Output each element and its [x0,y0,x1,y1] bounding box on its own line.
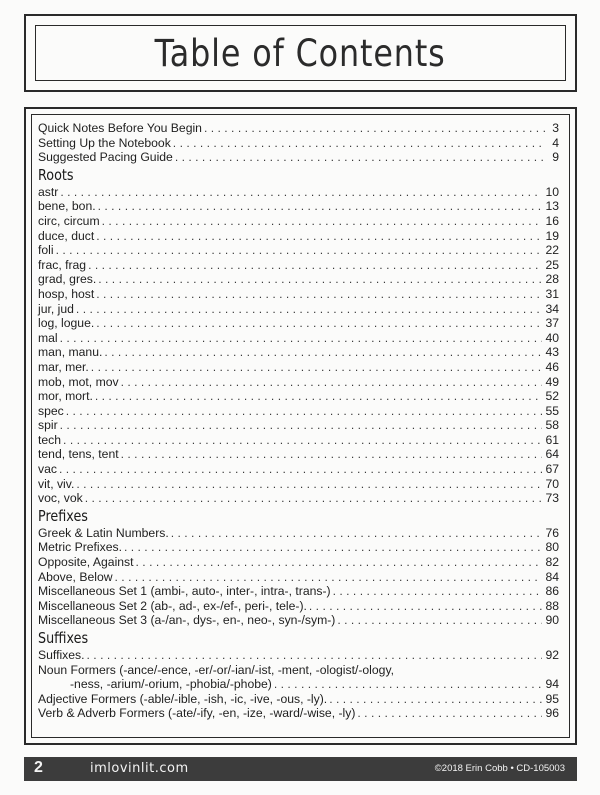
toc-entry-title: frac, frag [38,257,87,272]
dot-leader [96,287,542,302]
toc-entry-title: vac [38,462,57,477]
page-title: Table of Contents [155,31,446,75]
section-heading-row [38,506,559,526]
dot-leader [59,462,542,477]
toc-list [38,121,559,721]
toc-entry [38,229,559,244]
toc-entry-title: mal [38,330,58,345]
toc-entry-title: Miscellaneous Set 3 (a-/an-, dys-, en-, neo-, syn-/sym-) [38,613,336,628]
toc-entry-title: Quick Notes Before You Begin [38,121,202,135]
toc-entry-continuation [38,677,559,692]
dot-leader [309,599,543,614]
dot-leader [204,121,546,136]
toc-entry-title: Adjective Formers (-able/-ible, -ish, -ic, -ive, -ous, -ly). [38,691,328,706]
toc-entry [38,287,559,302]
toc-entry-title: Verb & Adverb Formers (-ate/-ify, -en, -ize, -ward/-wise, -ly) [38,706,356,721]
toc-entry [38,345,559,360]
toc-entry [38,477,559,492]
dot-leader [76,302,543,317]
dot-leader [56,243,543,258]
dot-leader [87,648,543,663]
toc-entry-page: 82 [545,555,559,570]
section-heading: Suffixes [38,629,89,647]
toc-entry [38,570,559,585]
toc-entry-page: 70 [545,476,559,491]
dot-leader [337,613,542,628]
dot-leader [175,150,546,165]
toc-entry [38,214,559,229]
toc-entry-page: 67 [545,462,559,477]
toc-entry-page: 55 [545,403,559,418]
footer-site: imlovinlit.com [90,761,189,776]
toc-entry-title: hosp, host [38,286,95,301]
toc-entry [38,150,559,165]
section-heading-row [38,165,559,185]
toc-entry-title: voc, vok [38,491,83,506]
title-frame [24,14,577,92]
dot-leader [96,229,542,244]
toc-entry-title: tech [38,432,62,447]
dot-leader [88,258,542,273]
dot-leader [115,570,543,585]
toc-entry [38,491,559,506]
toc-entry-page: 4 [552,135,559,150]
dot-leader [85,491,543,506]
dot-leader [173,136,546,151]
toc-inner-frame [31,114,570,738]
dot-leader [91,360,543,375]
toc-entry-title: spir [38,418,58,433]
toc-entry-page: 37 [545,316,559,331]
toc-entry [38,692,559,707]
toc-entry-page: 10 [545,184,559,199]
toc-entry-page: 86 [545,584,559,599]
toc-entry-page: 90 [545,613,559,628]
dot-leader [357,706,542,721]
dot-leader [63,433,542,448]
toc-entry [38,418,559,433]
toc-entry [38,316,559,331]
toc-frame [24,107,577,745]
toc-entry-title: duce, duct [38,228,95,243]
toc-entry-page: 52 [545,389,559,404]
toc-entry-title: circ, circum [38,213,100,228]
toc-entry-page: 73 [545,491,559,506]
toc-entry-title: Above, Below [38,569,113,584]
dot-leader [96,316,542,331]
toc-entry-title: Opposite, Against [38,555,134,570]
toc-entry [38,433,559,448]
toc-entry [38,360,559,375]
dot-leader [66,404,543,419]
toc-entry [38,121,559,136]
toc-entry [38,258,559,273]
toc-entry-title: Setting Up the Notebook [38,135,171,150]
toc-entry-title: mar, mer. [38,359,89,374]
dot-leader [60,418,543,433]
toc-entry [38,389,559,404]
toc-entry-title: Miscellaneous Set 2 (ab-, ad-, ex-/ef-, peri-, tele-). [38,598,307,613]
toc-entry-page: 40 [545,330,559,345]
toc-entry [38,272,559,287]
dot-leader [60,185,542,200]
toc-entry [38,540,559,555]
toc-entry [38,555,559,570]
toc-entry-title: tend, tens, tent [38,447,119,462]
toc-entry [38,599,559,614]
toc-entry-title: spec [38,403,64,418]
toc-entry-page: 88 [545,598,559,613]
toc-entry-title: Miscellaneous Set 1 (ambi-, auto-, inter-, intra-, trans-) [38,584,331,599]
toc-entry [38,199,559,214]
dot-leader [60,331,543,346]
dot-leader [98,272,542,287]
toc-entry-title: Suggested Pacing Guide [38,150,173,165]
toc-entry-page: 25 [545,257,559,272]
page-footer [24,757,577,781]
toc-entry-title: bene, bon. [38,199,96,214]
toc-entry-title: Suffixes. [38,648,85,662]
dot-leader [121,447,543,462]
toc-entry [38,375,559,390]
toc-entry-page: 64 [545,447,559,462]
toc-entry [38,331,559,346]
toc-entry-page: 46 [545,359,559,374]
footer-page-number: 2 [34,759,43,776]
dot-leader [136,555,543,570]
toc-entry-page: 22 [545,243,559,258]
toc-entry-title: astr [38,184,59,199]
toc-entry-title: man, manu. [38,345,103,360]
toc-entry [38,302,559,317]
toc-entry-page: 96 [545,706,559,721]
toc-entry [38,526,559,541]
dot-leader [104,345,542,360]
toc-entry [38,648,559,663]
dot-leader [124,540,542,555]
toc-entry-title: mor, mort. [38,389,93,404]
toc-entry [38,136,559,151]
dot-leader [333,584,543,599]
toc-entry [38,447,559,462]
toc-entry-title: Metric Prefixes. [38,540,122,555]
toc-entry-title: grad, gres. [38,272,97,287]
toc-entry-title: vit, viv. [38,476,75,491]
toc-entry-page: 43 [545,345,559,360]
toc-entry [38,613,559,628]
section-heading-row [38,628,559,648]
toc-entry [38,584,559,599]
toc-entry-page: 95 [545,691,559,706]
toc-entry-page: 28 [545,272,559,287]
section-heading: Roots [38,165,74,184]
toc-entry-page: 84 [545,569,559,584]
toc-entry [38,706,559,721]
dot-leader [98,199,543,214]
dot-leader [274,677,543,692]
footer-copyright: ©2018 Erin Cobb • CD-105003 [434,763,565,774]
toc-entry-title: mob, mot, mov [38,374,119,389]
toc-entry-page: 49 [545,374,559,389]
toc-entry-page: 58 [545,418,559,433]
toc-entry [38,185,559,200]
toc-entry-page: 76 [545,525,559,540]
toc-entry-title: Greek & Latin Numbers. [38,525,169,540]
toc-entry [38,243,559,258]
toc-entry-page: 92 [545,648,559,662]
toc-entry-page: 19 [545,228,559,243]
toc-entry-page: 16 [545,213,559,228]
toc-entry-title: Noun Formers (-ance/-ence, -er/-or/-ian/-ist, -ment, -ologist/-ology, [38,662,395,677]
toc-entry-page: 31 [545,286,559,301]
dot-leader [171,526,543,541]
toc-entry-title: foli [38,243,54,258]
dot-leader [121,375,543,390]
toc-entry-title: jur, jud [38,301,74,316]
toc-entry-title-cont: -ness, -arium/-orium, -phobia/-phobe) [70,677,272,692]
toc-entry-page: 3 [552,121,559,135]
toc-entry-page: 9 [552,150,559,165]
toc-entry [38,462,559,477]
dot-leader [329,692,542,707]
toc-entry [38,663,559,692]
toc-entry-page: 80 [545,540,559,555]
dot-leader [76,477,542,492]
toc-entry [38,404,559,419]
toc-entry-title: log, logue. [38,316,95,331]
toc-entry-page: 13 [545,199,559,214]
section-heading: Prefixes [38,506,88,525]
toc-entry-page: 61 [545,432,559,447]
toc-entry-page: 34 [545,301,559,316]
dot-leader [102,214,543,229]
toc-entry-page: 94 [545,677,559,692]
dot-leader [95,389,543,404]
title-inner-frame [35,25,566,81]
